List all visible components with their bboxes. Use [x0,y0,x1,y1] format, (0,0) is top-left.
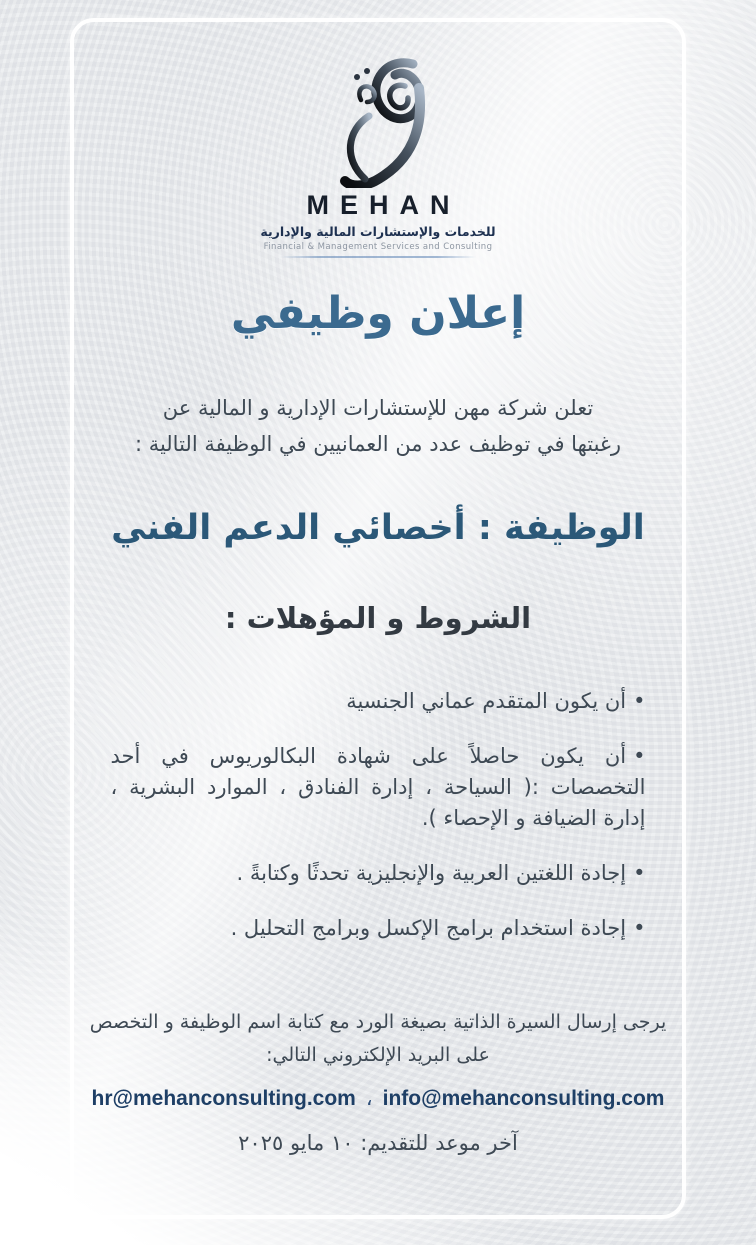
requirement-text: أن يكون حاصلاً على شهادة البكالوريوس في أحد التخصصات :( السياحة ، إدارة الفنادق ، الموارد البشرية ، إدارة الضيافة و الإحصاء ). [110,744,646,830]
requirement-text: إجادة اللغتين العربية والإنجليزية تحدثًا وكتابةً . [236,861,627,885]
requirement-item [111,858,646,889]
apply-note-line-2: على البريد الإلكتروني التالي: [266,1044,490,1066]
bullet-icon: • [633,916,646,940]
job-poster [70,0,686,1155]
apply-instructions [78,1006,678,1072]
application-deadline: آخر موعد للتقديم: ١٠ مايو ٢٠٢٥ [238,1131,518,1155]
logo-tagline-arabic: للخدمات والإستشارات المالية والإدارية [260,224,496,239]
intro-paragraph [108,390,648,462]
logo-wordmark: MEHAN [306,190,461,220]
contact-emails [70,1086,686,1111]
logo-tagline-english: Financial & Management Services and Consulting [263,242,493,252]
requirement-item [111,741,646,834]
requirements-heading: الشروط و المؤهلات : [224,601,532,635]
requirement-item [111,686,646,717]
bullet-icon: • [633,744,646,768]
requirements-list [111,686,646,944]
announcement-title: إعلان وظيفي [230,288,526,339]
email-hr: hr@mehanconsulting.com [91,1087,356,1110]
logo-underline [280,256,476,258]
intro-line-1: تعلن شركة مهن للإستشارات الإدارية و المالية عن [162,396,594,420]
mehan-calligraphy-icon [317,56,439,188]
requirement-item [111,913,646,944]
job-title: الوظيفة : أخصائي الدعم الفني [111,508,645,548]
bullet-icon: • [633,861,646,885]
email-separator: ، [365,1087,373,1110]
apply-note-line-1: يرجى إرسال السيرة الذاتية بصيغة الورد مع كتابة اسم الوظيفة و التخصص [89,1011,667,1033]
email-info: info@mehanconsulting.com [382,1087,665,1110]
logo [70,56,686,258]
intro-line-2: رغبتها في توظيف عدد من العمانيين في الوظيفة التالية : [134,432,622,456]
bullet-icon: • [633,689,646,713]
requirement-text: إجادة استخدام برامج الإكسل وبرامج التحليل . [230,916,627,940]
requirement-text: أن يكون المتقدم عماني الجنسية [346,689,627,713]
